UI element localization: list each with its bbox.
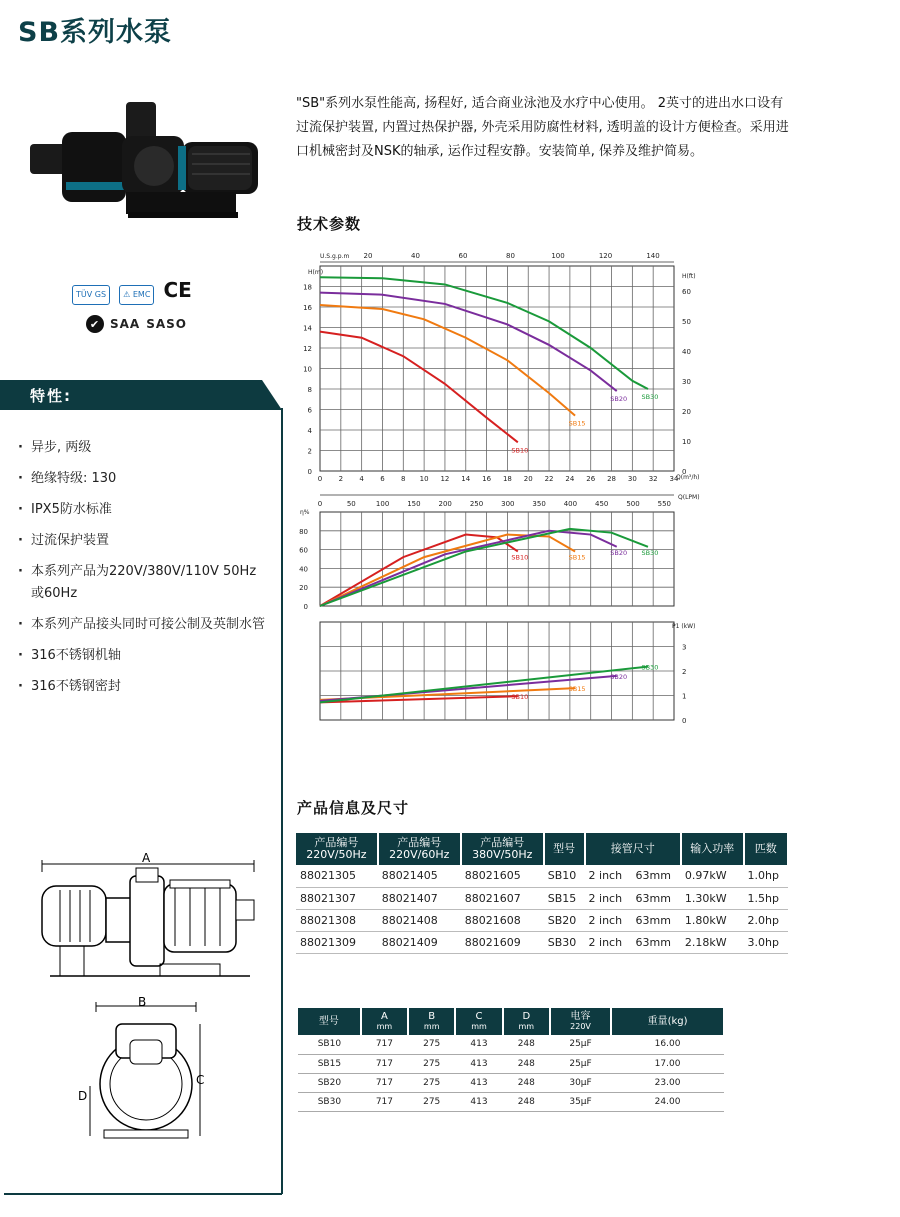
table-cell: 413 — [455, 1073, 502, 1092]
power-label-SB10: SB10 — [511, 693, 529, 702]
page-title: SB系列水泵 — [18, 17, 173, 48]
table-cell: SB15 — [298, 1054, 361, 1073]
table-cell: 88021305 — [296, 865, 378, 887]
col-header: 型号 — [298, 1008, 361, 1035]
power-label-SB15: SB15 — [568, 685, 586, 694]
eff-label-SB15: SB15 — [568, 553, 586, 562]
table-cell: 88021407 — [378, 887, 461, 909]
power-tick-label: 2 — [682, 668, 687, 676]
sidebar-divider — [281, 408, 283, 1194]
table-cell: 63mm — [632, 909, 681, 931]
table-cell: 88021605 — [461, 865, 544, 887]
y-tick-label: 6 — [307, 406, 312, 415]
power-tick-label: 3 — [682, 643, 687, 652]
col-header: 接管尺寸 — [585, 833, 681, 865]
x-tick-label: 18 — [502, 475, 512, 483]
col-header: B mm — [408, 1008, 455, 1035]
table-cell: 2 inch — [585, 865, 632, 887]
y-tick-label: 2 — [307, 447, 312, 456]
eff-label-SB10: SB10 — [511, 553, 529, 562]
col-header: D mm — [503, 1008, 550, 1035]
table-cell: 88021309 — [296, 931, 378, 953]
table-cell: 2.18kW — [681, 931, 744, 953]
lpm-tick-label: 350 — [532, 500, 546, 508]
lpm-tick-label: 250 — [469, 500, 484, 508]
col-header: 产品编号 220V/60Hz — [378, 833, 461, 865]
col-header: 型号 — [544, 833, 585, 865]
power-label-SB30: SB30 — [641, 663, 659, 672]
table-cell: 88021607 — [461, 887, 544, 909]
saa-label: SAA — [110, 317, 141, 331]
col-header: 电容 220V — [550, 1008, 611, 1035]
table-cell: 717 — [361, 1073, 408, 1092]
table-cell: 1.80kW — [681, 909, 744, 931]
lpm-tick-label: 450 — [595, 500, 609, 508]
feature-item: · 本系列产品接头同时可接公制及英制水管 — [18, 614, 268, 636]
top-tick-label: 80 — [506, 252, 515, 260]
table-cell: 63mm — [632, 865, 681, 887]
eff-tick-label: 80 — [299, 527, 308, 536]
right-tick-label: 50 — [682, 318, 691, 326]
table-cell: SB15 — [544, 887, 585, 909]
table-cell: 717 — [361, 1054, 408, 1073]
right-tick-label: 20 — [682, 408, 691, 416]
x-tick-label: 22 — [544, 475, 554, 483]
certification-logos — [72, 278, 222, 305]
table-cell: 35μF — [550, 1092, 611, 1111]
table-cell: 275 — [408, 1035, 455, 1054]
eff-label-SB30: SB30 — [641, 548, 659, 557]
table-cell: SB30 — [298, 1092, 361, 1111]
product-code-table — [296, 833, 789, 954]
x-tick-label: 30 — [627, 475, 637, 483]
lpm-tick-label: 500 — [626, 500, 640, 508]
head-label-SB10: SB10 — [511, 446, 529, 455]
table-cell: 248 — [503, 1054, 550, 1073]
table-row — [298, 1035, 724, 1054]
lpm-tick-label: 150 — [407, 500, 421, 508]
dim-label-b: B — [138, 995, 147, 1009]
eff-plot-frame — [320, 512, 674, 606]
x-tick-label: 10 — [419, 475, 429, 483]
dim-label-a: A — [142, 851, 151, 865]
feature-item: · 过流保护装置 — [18, 530, 268, 552]
table-cell: 248 — [503, 1092, 550, 1111]
y-tick-label: 18 — [303, 283, 312, 292]
x-tick-label: 34 — [669, 475, 679, 483]
eff-tick-label: 60 — [299, 546, 308, 555]
features-heading: 特性: — [30, 387, 72, 405]
x-tick-label: 6 — [380, 475, 385, 483]
right-tick-label: 30 — [682, 378, 691, 386]
power-tick-label: 1 — [682, 692, 687, 701]
feature-item: · 本系列产品为220V/380V/110V 50Hz或60Hz — [18, 561, 268, 605]
y-tick-label: 12 — [303, 345, 312, 353]
table-cell: 248 — [503, 1035, 550, 1054]
table-cell: 413 — [455, 1035, 502, 1054]
table-cell: 1.0hp — [744, 865, 788, 887]
col-header: 输入功率 — [681, 833, 744, 865]
dimension-drawings — [30, 846, 270, 1156]
tech-params-heading: 技术参数 — [297, 215, 362, 233]
right-tick-label: 10 — [682, 438, 691, 446]
table-cell: 88021609 — [461, 931, 544, 953]
y-axis-label: H(m) — [308, 269, 324, 276]
col-header: 产品编号 380V/50Hz — [461, 833, 544, 865]
table-cell: 2 inch — [585, 931, 632, 953]
eff-tick-label: 0 — [303, 603, 308, 611]
table-cell: SB20 — [544, 909, 585, 931]
power-axis-label: P1 (kW) — [672, 623, 696, 630]
table-row — [296, 931, 788, 953]
table-cell: 0.97kW — [681, 865, 744, 887]
power-label-SB20: SB20 — [610, 672, 628, 681]
col-header: 匹数 — [744, 833, 788, 865]
x-tick-label: 26 — [586, 475, 596, 483]
x-tick-label: 16 — [482, 475, 492, 483]
col-header: C mm — [455, 1008, 502, 1035]
lpm-tick-label: 100 — [375, 500, 390, 508]
eff-axis-label: η% — [300, 509, 310, 516]
x-tick-label: 0 — [317, 475, 323, 483]
right-tick-label: 40 — [682, 348, 691, 356]
x-tick-label: 2 — [338, 475, 344, 483]
tuv-gs-logo: TÜV GS — [72, 285, 110, 305]
table-cell: 25μF — [550, 1054, 611, 1073]
table-cell: 63mm — [632, 887, 681, 909]
lpm-tick-label: 50 — [346, 500, 356, 508]
table-cell: 16.00 — [611, 1035, 724, 1054]
dim-label-d: D — [78, 1089, 88, 1103]
head-label-SB15: SB15 — [568, 419, 586, 428]
x-tick-label: 20 — [523, 475, 533, 483]
feature-item: · 异步, 两级 — [18, 437, 268, 459]
feature-item: · 316不锈钢密封 — [18, 676, 268, 698]
bottom-rule — [4, 1193, 282, 1195]
saa-saso-logos — [86, 315, 187, 333]
head-label-SB20: SB20 — [610, 395, 628, 404]
y-tick-label: 10 — [303, 365, 312, 374]
eff-tick-label: 20 — [299, 584, 308, 593]
table-cell: 275 — [408, 1092, 455, 1111]
table-cell: 413 — [455, 1054, 502, 1073]
table-cell: 1.30kW — [681, 887, 744, 909]
col-header: 产品编号 220V/50Hz — [296, 833, 378, 865]
table-cell: 88021409 — [378, 931, 461, 953]
feature-item: · 316不锈钢机轴 — [18, 645, 268, 667]
lpm-tick-label: 550 — [657, 500, 671, 508]
right-axis-label: H(ft) — [682, 273, 696, 280]
x-axis-label: Q(m³/h) — [676, 474, 700, 481]
right-tick-label: 0 — [682, 468, 687, 476]
pump-photo — [22, 94, 272, 244]
table-cell: 2 inch — [585, 887, 632, 909]
table-row — [296, 865, 788, 887]
table-row — [298, 1054, 724, 1073]
col-header: A mm — [361, 1008, 408, 1035]
table-cell: 2.0hp — [744, 909, 788, 931]
x-tick-label: 28 — [607, 475, 616, 483]
table-cell: 413 — [455, 1092, 502, 1111]
table-row — [296, 909, 788, 931]
top-tick-label: 100 — [551, 252, 565, 260]
table-cell: 88021408 — [378, 909, 461, 931]
check-icon: ✔ — [86, 315, 104, 333]
y-tick-label: 14 — [303, 324, 312, 333]
x-tick-label: 4 — [359, 475, 364, 483]
product-info-heading: 产品信息及尺寸 — [297, 799, 410, 817]
features-list — [18, 437, 268, 707]
top-axis-label: U.S.g.p.m — [320, 253, 350, 260]
y-tick-label: 8 — [307, 386, 312, 394]
lpm-tick-label: 200 — [438, 500, 452, 508]
table-cell: 25μF — [550, 1035, 611, 1054]
table-cell: SB10 — [298, 1035, 361, 1054]
x-tick-label: 24 — [565, 475, 575, 483]
saso-label: SASO — [146, 317, 187, 331]
table-cell: 63mm — [632, 931, 681, 953]
x-tick-label: 8 — [401, 475, 406, 483]
table-cell: 275 — [408, 1073, 455, 1092]
table-cell: 30μF — [550, 1073, 611, 1092]
top-tick-label: 40 — [411, 252, 420, 260]
table-cell: 24.00 — [611, 1092, 724, 1111]
lpm-tick-label: 0 — [317, 500, 323, 508]
feature-item: · 绝缘特级: 130 — [18, 468, 268, 490]
table-cell: 2 inch — [585, 909, 632, 931]
eff-label-SB20: SB20 — [610, 548, 628, 557]
intro-paragraph: "SB"系列水泵性能高, 扬程好, 适合商业泳池及水疗中心使用。 2英寸的进出水口设有过流保护装置, 内置过热保护器, 外壳采用防腐性材料, 透明盖的设计方便检查。采用进口机械密封及NSK的轴承, 运作过程安静。安装简单, 保养及维护简易。 — [296, 96, 789, 159]
table-cell: 88021308 — [296, 909, 378, 931]
table-cell: 17.00 — [611, 1054, 724, 1073]
table-row — [298, 1092, 724, 1111]
table-cell: 23.00 — [611, 1073, 724, 1092]
table-cell: 88021608 — [461, 909, 544, 931]
table-cell: 717 — [361, 1092, 408, 1111]
top-tick-label: 120 — [598, 252, 613, 260]
col-header: 重量(kg) — [611, 1008, 724, 1035]
feature-item: · IPX5防水标准 — [18, 499, 268, 521]
table-row — [296, 887, 788, 909]
dim-label-c: C — [196, 1073, 205, 1087]
ce-logo: CE — [163, 278, 192, 302]
head-label-SB30: SB30 — [641, 393, 659, 401]
lpm-tick-label: 400 — [563, 500, 578, 508]
table-cell: SB20 — [298, 1073, 361, 1092]
table-cell: 1.5hp — [744, 887, 788, 909]
table-cell: 88021405 — [378, 865, 461, 887]
y-tick-label: 4 — [307, 427, 312, 435]
dimension-table — [298, 1008, 725, 1112]
table-cell: SB30 — [544, 931, 585, 953]
table-cell: SB10 — [544, 865, 585, 887]
top-tick-label: 60 — [458, 252, 468, 260]
y-tick-label: 0 — [307, 468, 312, 476]
table-cell: 248 — [503, 1073, 550, 1092]
table-cell: 88021307 — [296, 887, 378, 909]
lpm-axis-label: Q(LPM) — [678, 494, 700, 501]
x-tick-label: 12 — [440, 475, 450, 483]
x-tick-label: 14 — [461, 475, 471, 483]
table-cell: 275 — [408, 1054, 455, 1073]
emc-logo: ⚠ EMC — [119, 285, 154, 305]
x-tick-label: 32 — [648, 475, 658, 483]
y-tick-label: 16 — [303, 304, 312, 312]
top-tick-label: 140 — [646, 252, 660, 260]
right-tick-label: 60 — [682, 288, 691, 296]
performance-charts — [290, 246, 730, 736]
top-tick-label: 20 — [363, 252, 373, 260]
eff-tick-label: 40 — [299, 565, 308, 574]
lpm-tick-label: 300 — [501, 500, 515, 508]
table-cell: 717 — [361, 1035, 408, 1054]
table-row — [298, 1073, 724, 1092]
table-cell: 3.0hp — [744, 931, 788, 953]
power-tick-label: 0 — [682, 717, 687, 725]
